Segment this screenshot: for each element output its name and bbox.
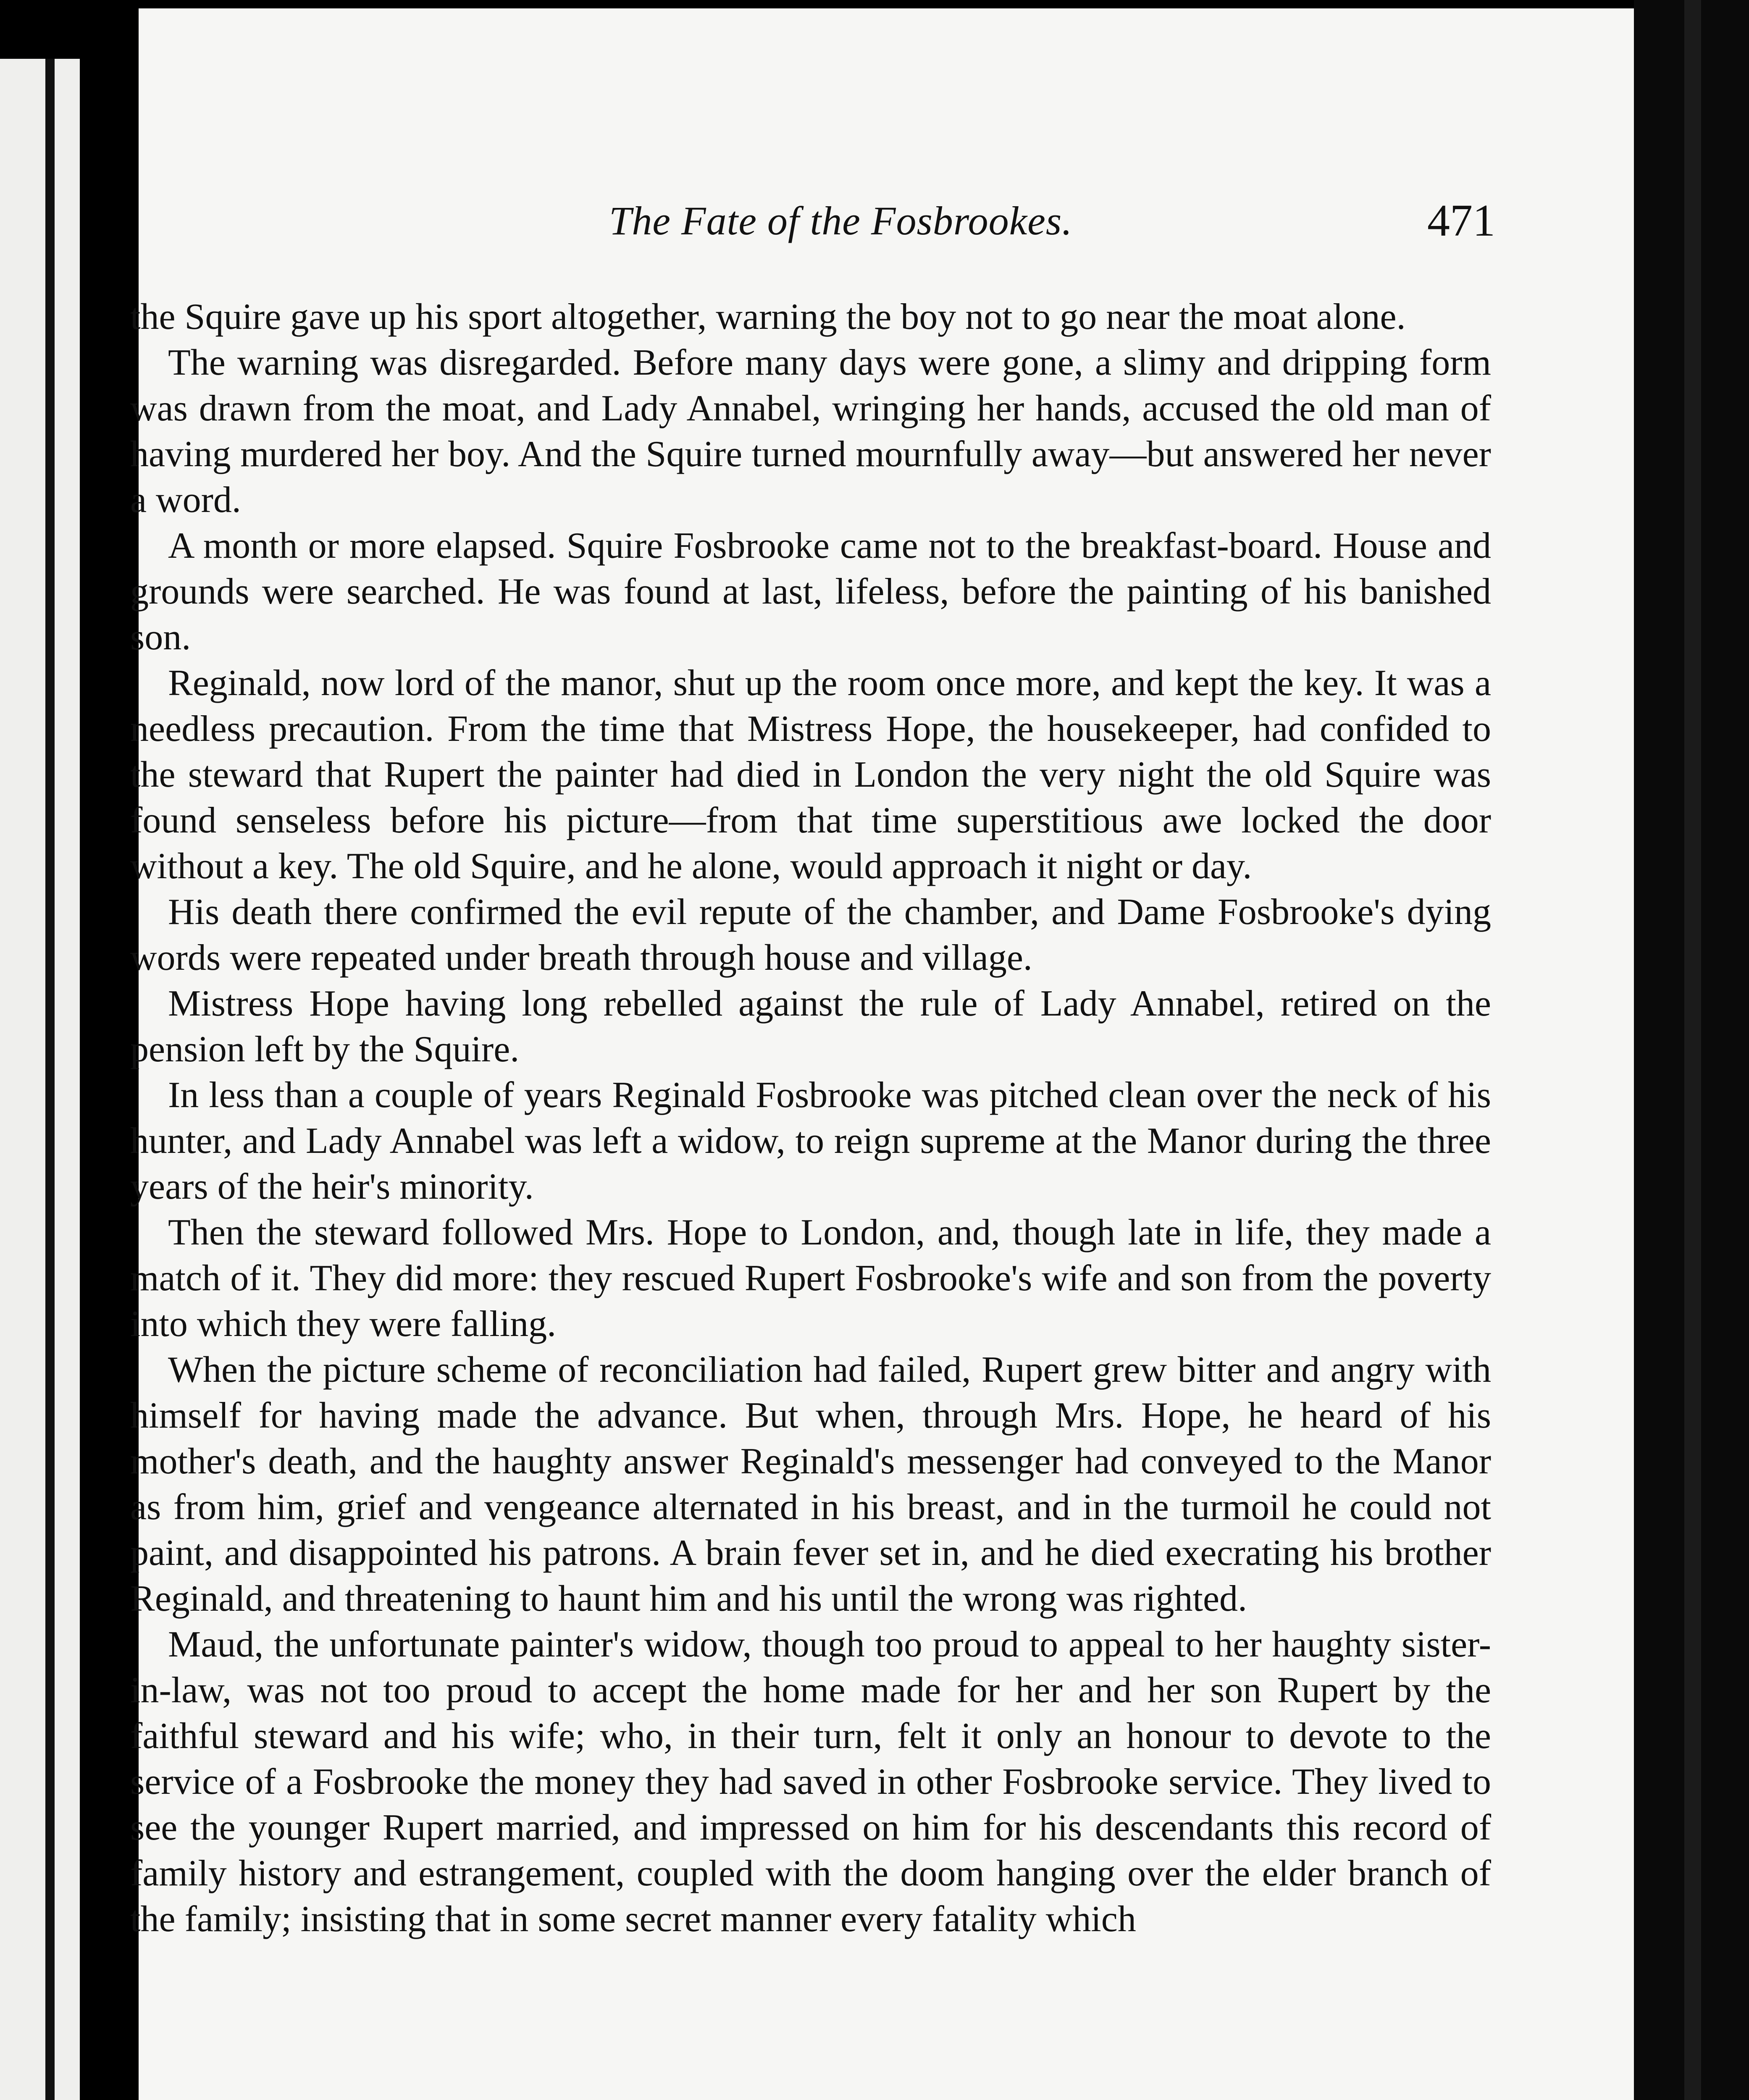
previous-page-edge	[0, 59, 80, 2100]
paragraph: The warning was disregarded. Before many days were gone, a slimy and dripping form was drawn from the moat, and Lady Annabel, wringing her hands, accused the old man of having murdered her boy. And the Squire turned mournfully away—but answered her never a word.	[130, 342, 1491, 520]
paragraph: In less than a couple of years Reginald Fosbrooke was pitched clean over the neck of his hunter, and Lady Annabel was left a widow, to reign supreme at the Manor during the three years of the heir's minority.	[130, 1075, 1491, 1207]
paragraph: Mistress Hope having long rebelled against the rule of Lady Annabel, retired on the pension left by the Squire.	[130, 983, 1491, 1070]
paragraph: Maud, the unfortunate painter's widow, though too proud to appeal to her haughty sister-in-law, was not too proud to accept the home made for her and her son Rupert by the faithful steward and his wife; who, in their turn, felt it only an honour to devote to the service of a Fosbrooke the money they had saved in other Fosbrooke service. They lived to see the younger Rupert married, and impressed on him for his descendants this record of family history and estrangement, coupled with the doom hanging over the elder branch of the family; insisting that in some secret manner every fatality which	[130, 1624, 1491, 1940]
running-title: The Fate of the Fosbrookes.	[609, 198, 1073, 243]
page-number: 471	[1427, 196, 1495, 246]
binding-stripe	[1684, 0, 1701, 2100]
page-header	[139, 197, 1495, 265]
paragraph: When the picture scheme of reconciliation had failed, Rupert grew bitter and angry with himself for having made the advance. But when, through Mrs. Hope, he heard of his mother's death, and the haughty answer Reginald's messenger had conveyed to the Manor as from him, grief and vengeance alternated in his breast, and in the turmoil he could not paint, and disappointed his patrons. A brain fever set in, and he died execrating his brother Reginald, and threatening to haunt him and his until the wrong was righted.	[130, 1349, 1491, 1619]
body-text	[130, 294, 1491, 1942]
paragraph: Then the steward followed Mrs. Hope to London, and, though late in life, they made a match of it. They did more: they rescued Rupert Fosbrooke's wife and son from the poverty into which they were falling.	[130, 1212, 1491, 1344]
paragraph: Reginald, now lord of the manor, shut up the room once more, and kept the key. It was a needless precaution. From the time that Mistress Hope, the housekeeper, had confided to the steward that Rupert the painter had died in London the very night the old Squire was found senseless before his picture—from that time superstitious awe locked the door without a key. The old Squire, and he alone, would approach it night or day.	[130, 663, 1491, 887]
paragraph: His death there confirmed the evil repute of the chamber, and Dame Fosbrooke's dying words were repeated under breath through house and village.	[130, 892, 1491, 978]
paragraph: the Squire gave up his sport altogether, warning the boy not to go near the moat alone.	[130, 297, 1406, 337]
paragraph: A month or more elapsed. Squire Fosbrooke came not to the breakfast-board. House and grounds were searched. He was found at last, lifeless, before the painting of his banished son.	[130, 525, 1491, 658]
gutter-shadow	[45, 59, 55, 2100]
right-page-edge	[1634, 0, 1749, 2100]
